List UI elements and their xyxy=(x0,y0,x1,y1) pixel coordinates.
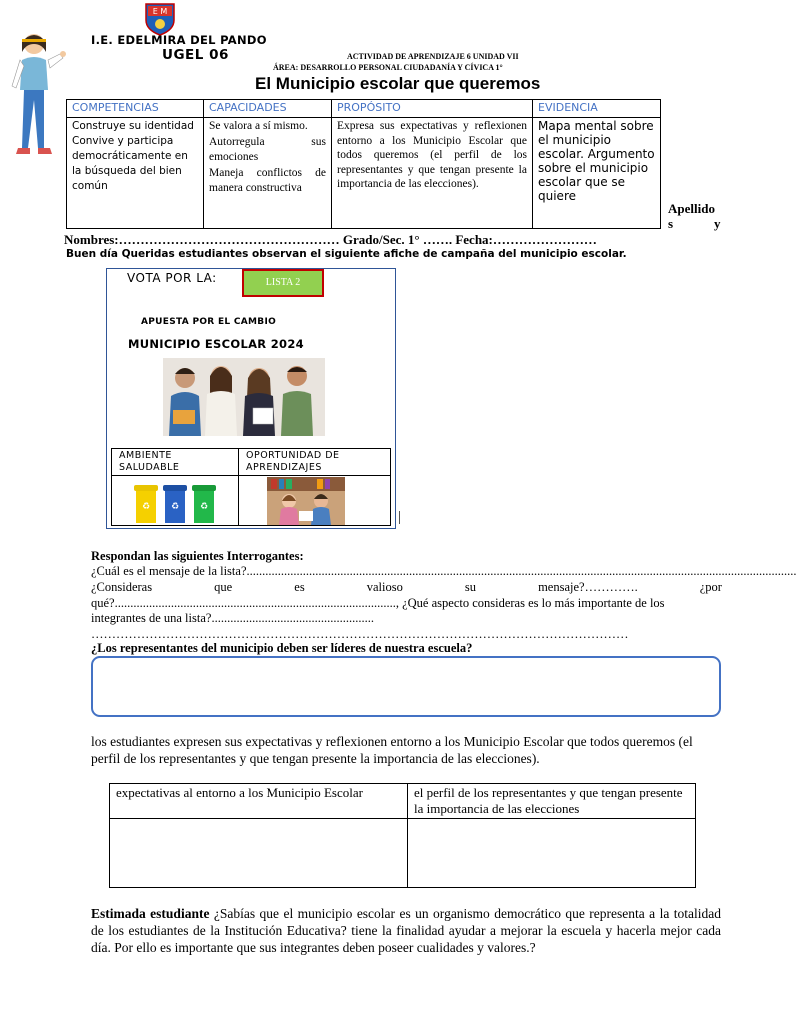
poster-vota: VOTA POR LA: xyxy=(127,271,217,285)
poster-municipio: MUNICIPIO ESCOLAR 2024 xyxy=(128,337,304,351)
header-competencias: COMPETENCIAS xyxy=(67,100,204,118)
q2-word-1: ¿Consideras xyxy=(91,580,153,594)
question-2-line1 xyxy=(91,580,722,595)
school-name: I.E. EDELMIRA DEL PANDO xyxy=(91,33,267,47)
poster-apuesta: APUESTA POR EL CAMBIO xyxy=(141,317,277,327)
competencies-table xyxy=(66,99,661,229)
expectations-table xyxy=(109,783,696,888)
ugel: UGEL 06 xyxy=(162,47,229,63)
reading-kids-photo xyxy=(267,477,345,525)
cell-proposito: Expresa sus expectativas y reflexionen entorno a los Municipio Escolar que todos queremos (el perfil de los representantes y que tengan presente la importancia de las elecciones). xyxy=(332,118,533,229)
apellidos-label-y: y xyxy=(714,216,721,231)
activity-title: ACTIVIDAD DE APRENDIZAJE 6 UNIDAD VII xyxy=(347,52,519,61)
poster-proposals-grid xyxy=(111,448,391,526)
q2-line2-start: qué? xyxy=(91,596,115,610)
poster-lista-badge: LISTA 2 xyxy=(242,269,324,297)
exp-header-2: el perfil de los representantes y que tengan presente la importancia de las elecciones xyxy=(408,784,696,819)
exp-answer-cell-2[interactable] xyxy=(408,819,696,888)
q2-line2-dots: .......................................................................................... xyxy=(114,596,396,610)
cell-capacidades xyxy=(204,118,332,229)
svg-text:♻: ♻ xyxy=(170,502,180,512)
page-title: El Municipio escolar que queremos xyxy=(255,74,541,93)
cell-evidencia: Mapa mental sobre el municipio escolar. Argumento sobre el municipio escolar que se quiere xyxy=(533,118,661,229)
apellidos-label-s: s xyxy=(668,216,674,231)
student-info-line: Nombres:…………………………………………… Grado/Sec. 1° ……. Fecha:…………………… xyxy=(64,232,597,247)
capacidad-3: Maneja conflictos de manera constructiva xyxy=(209,166,326,194)
q2-word-4: valioso xyxy=(366,580,403,594)
answer-textbox[interactable] xyxy=(91,656,721,717)
header-proposito: PROPÓSITO xyxy=(332,100,533,118)
q2-line3-dots: .................................................... xyxy=(211,611,374,625)
closing-lead: Estimada estudiante xyxy=(91,906,210,921)
questions-heading: Respondan las siguientes Interrogantes: xyxy=(91,549,304,563)
closing-text: ¿Sabías que el municipio escolar es un organismo democrático que representa a la totalidad de los estudiantes de la Institución Educativa? tiene la finalidad ayudar a mejorar la escuela y hacerla mejor cada día. Por ello es importante que sus integrantes deben poseer cualidades y valores.? xyxy=(91,906,722,955)
question-1-dots: ................................................................................................................................................................................ xyxy=(246,564,797,578)
q2-word-5: su xyxy=(464,580,477,594)
area-title: ÁREA: DESARROLLO PERSONAL CIUDADANÍA Y CÍVICA 1° xyxy=(273,63,503,72)
q2-word-6: mensaje?…………. xyxy=(538,580,638,594)
q2-word-2: que xyxy=(214,580,233,594)
question-2-line3 xyxy=(91,611,374,626)
text-cursor xyxy=(399,511,400,524)
apellidos-label: Apellido xyxy=(668,201,715,216)
svg-text:♻: ♻ xyxy=(199,502,209,512)
question-3: ¿Los representantes del municipio deben ser líderes de nuestra escuela? xyxy=(91,641,473,655)
students-photo xyxy=(163,358,325,436)
campaign-poster xyxy=(106,268,396,529)
recycling-bins xyxy=(130,481,220,525)
question-1 xyxy=(91,564,797,580)
question-1-text: ¿Cuál es el mensaje de la lista? xyxy=(91,564,247,578)
teacher-illustration xyxy=(8,30,68,162)
q2-word-7: ¿por xyxy=(699,580,722,594)
question-2-line2 xyxy=(91,596,722,611)
svg-text:E M: E M xyxy=(152,7,168,16)
q2-word-3: es xyxy=(294,580,305,594)
closing-paragraph xyxy=(91,905,721,956)
answer-dots-line: ………………………………………………………………………………………………………………… xyxy=(91,627,629,641)
exp-answer-cell-1[interactable] xyxy=(110,819,408,888)
q2-line3-text: integrantes de una lista? xyxy=(91,611,212,625)
capacidad-1: Se valora a sí mismo. xyxy=(209,120,308,132)
capacidad-2: Autorregula sus emociones xyxy=(209,135,326,163)
header-evidencia: EVIDENCIA xyxy=(533,100,661,118)
exp-header-1: expectativas al entorno a los Municipio Escolar xyxy=(110,784,408,819)
intro-text: Buen día Queridas estudiantes observan el siguiente afiche de campaña del municipio escolar. xyxy=(66,248,627,260)
poster-ambiente: AMBIENTE SALUDABLE xyxy=(119,450,180,473)
q2-line2-end: , ¿Qué aspecto consideras es lo más importante de los xyxy=(395,596,665,610)
expectations-text: los estudiantes expresen sus expectativas y reflexionen entorno a los Municipio Escolar que todos queremos (el perfil de los representantes y que tengan presente la importancia de las elecciones). xyxy=(91,734,693,766)
cell-competencias: Construye su identidad Convive y participa democráticamente en la búsqueda del bien común xyxy=(67,118,204,229)
header-capacidades: CAPACIDADES xyxy=(204,100,332,118)
school-logo xyxy=(142,0,178,36)
poster-oportunidad: OPORTUNIDAD DE APRENDIZAJES xyxy=(246,450,340,473)
svg-text:♻: ♻ xyxy=(141,502,151,512)
